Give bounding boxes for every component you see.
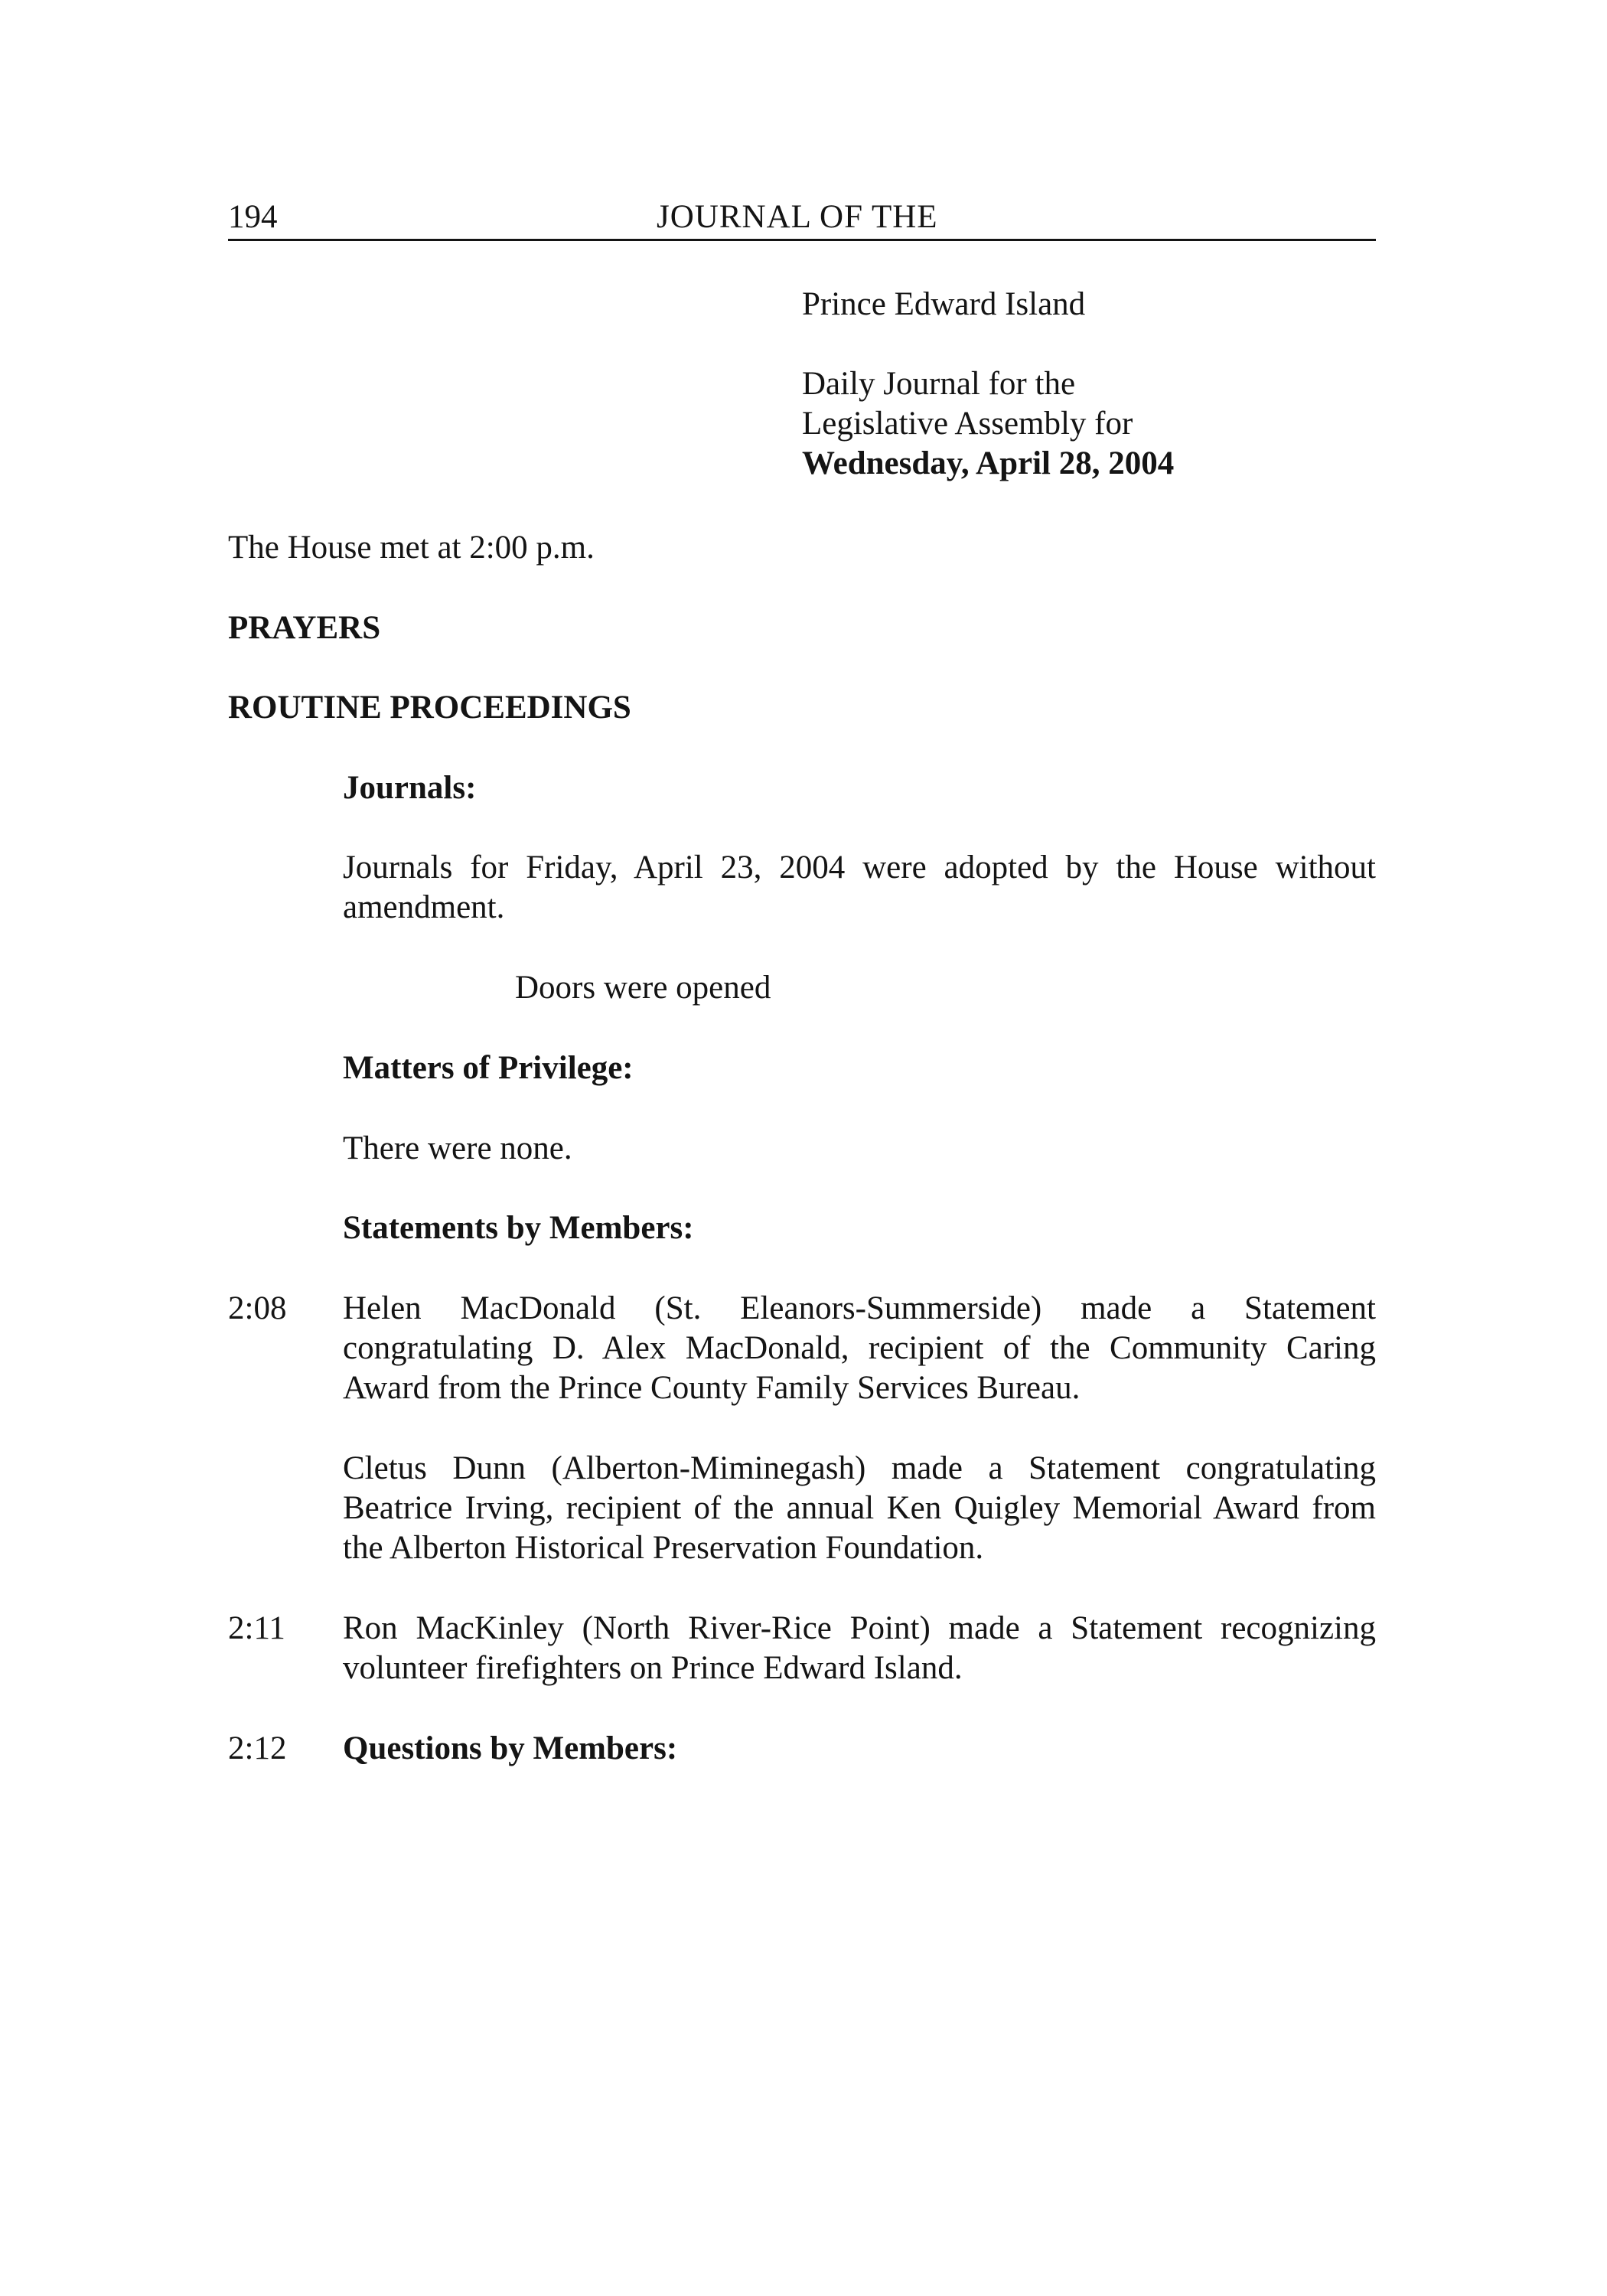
privilege-text: There were none. <box>343 1130 572 1166</box>
prayers-heading: PRAYERS <box>228 610 381 646</box>
running-title: JOURNAL OF THE <box>657 199 938 235</box>
statement-entry: Cletus Dunn (Alberton-Miminegash) made a Statement congratulating Beatrice Irving, recipient of the annual Ken Quigley Memorial Award from the Alberton Historical Preservation Foundation. <box>343 1450 1376 1566</box>
statements-heading: Statements by Members: <box>343 1210 694 1246</box>
questions-time: 2:12 <box>228 1730 287 1766</box>
privilege-heading: Matters of Privilege: <box>343 1050 634 1086</box>
province-name: Prince Edward Island <box>802 286 1086 322</box>
journal-line-2: Legislative Assembly for <box>802 406 1133 442</box>
journal-page <box>228 0 1376 2296</box>
entry-time: 2:11 <box>228 1610 285 1646</box>
routine-proceedings-heading: ROUTINE PROCEEDINGS <box>228 690 631 726</box>
journals-text: Journals for Friday, April 23, 2004 were adopted by the House without amendment. <box>343 850 1376 925</box>
sitting-date: Wednesday, April 28, 2004 <box>802 445 1175 481</box>
journal-header <box>802 285 1353 484</box>
statement-entry: Helen MacDonald (St. Eleanors-Summerside) made a Statement congratulating D. Alex MacDonald, recipient of the Community Caring Award from the Prince County Family Services Bureau. <box>343 1290 1376 1406</box>
opening-statement: The House met at 2:00 p.m. <box>228 530 595 566</box>
journal-line-1: Daily Journal for the <box>802 366 1076 402</box>
running-head <box>228 197 1376 241</box>
page-number: 194 <box>228 199 278 235</box>
doors-opened-note: Doors were opened <box>515 970 771 1006</box>
statement-entry: Ron MacKinley (North River-Rice Point) made a Statement recognizing volunteer firefighters on Prince Edward Island. <box>343 1610 1376 1686</box>
entry-time: 2:08 <box>228 1290 287 1326</box>
journals-heading: Journals: <box>343 770 477 806</box>
questions-heading: Questions by Members: <box>343 1730 678 1766</box>
